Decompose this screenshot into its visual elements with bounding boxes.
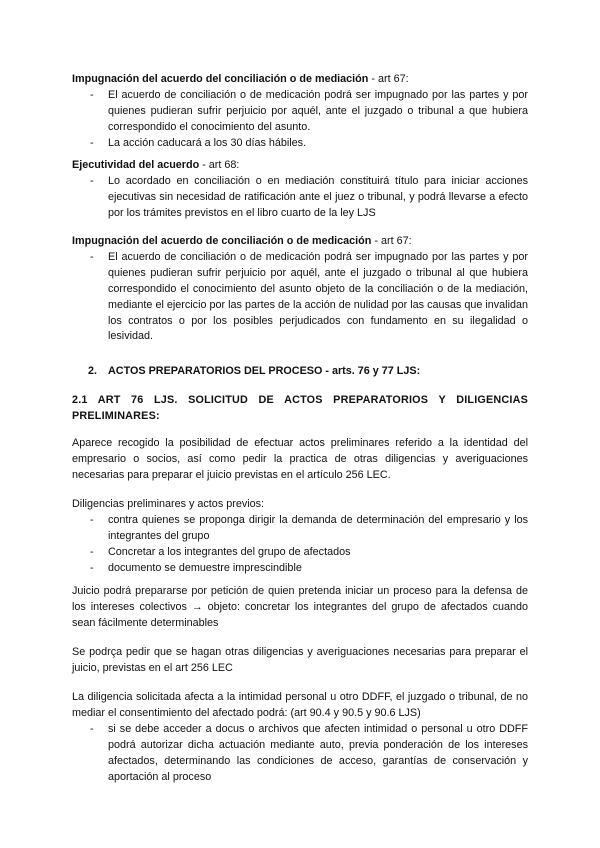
- list-item: - El acuerdo de conciliación o de medicación podrá ser impugnado por las partes y por quienes pudieran sufrir perjuicio por aquél, ante el juzgado o tribunal al que hubiera correspondido el conocimiento del asunto objeto de la conciliación o de la mediación, mediante el ejercicio por las partes de la acción de nulidad por las causas que invalidan los contratos o por los posibles perjudicados con fundamento en su ilegalidad o lesividad.: [72, 250, 528, 345]
- bullet-list: [72, 722, 528, 786]
- intimidad-block: [72, 690, 528, 785]
- heading-text: ACTOS PREPARATORIOS DEL PROCESO - arts. 76 y 77 LJS:: [108, 365, 421, 377]
- list-item: - El acuerdo de conciliación o de medicación podrá ser impugnado por las partes y por quienes pudieran sufrir perjuicio por aquél, ante el juzgado o tribunal a que hubiera correspondido el conocimiento del asunto.: [72, 88, 528, 136]
- heading-art-76: 2.1 ART 76 LJS. SOLICITUD DE ACTOS PREPARATORIOS Y DILIGENCIAS PRELIMINARES:: [72, 394, 528, 422]
- diligencias-block: [72, 497, 528, 577]
- list-item: - Concretar a los integrantes del grupo de afectados: [72, 545, 528, 561]
- section-title: Impugnación del acuerdo de conciliación o de medicación: [72, 235, 372, 247]
- heading-actos-preparatorios: [72, 364, 528, 380]
- paragraph-otras-diligencias: Se podrça pedir que se hagan otras diligencias y averiguaciones necesarias para preparar el juicio, previstas en el art 256 LEC: [72, 646, 528, 674]
- list-item: - documento se demuestre imprescindible: [72, 561, 528, 577]
- section-ref: - art 67:: [371, 235, 412, 247]
- section-impugnacion-2: [72, 234, 528, 345]
- section-heading: [72, 72, 528, 88]
- list-item: - La acción caducará a los 30 días hábiles.: [72, 136, 528, 152]
- section-title: Impugnación del acuerdo del conciliación o de mediación: [72, 73, 369, 85]
- section-ejecutividad: [72, 158, 528, 222]
- section-heading: [72, 234, 528, 250]
- list-item: - si se debe acceder a docus o archivos que afecten intimidad o personal u otro DDFF podrá autorizar dicha actuación mediante auto, previa ponderación de los intereses afectados, determinando las condiciones de acceso, garantías de conservación y aportación al proceso: [72, 722, 528, 786]
- section-heading: [72, 158, 528, 174]
- list-item: - contra quienes se proponga dirigir la demanda de determinación del empresario y los integrantes del grupo: [72, 513, 528, 545]
- paragraph-juicio: Juicio podrá prepararse por petición de quien pretenda iniciar un proceso para la defensa de los intereses colectivos → objeto: concretar los integrantes del grupo de afectados cuando sean fácilmente determinables: [72, 585, 528, 629]
- section-ref: - art 67:: [368, 73, 409, 85]
- diligencias-intro: Diligencias preliminares y actos previos:: [72, 498, 265, 510]
- section-impugnacion-1: [72, 72, 528, 152]
- bullet-list: [72, 513, 528, 577]
- intimidad-intro: La diligencia solicitada afecta a la intimidad personal u otro DDFF, el juzgado o tribunal, de no mediar el consentimiento del afectado podrá: (art 90.4 y 90.5 y 90.6 LJS): [72, 691, 528, 719]
- section-ref: - art 68:: [199, 159, 240, 171]
- bullet-list: [72, 174, 528, 222]
- bullet-list: [72, 88, 528, 152]
- section-title: Ejecutividad del acuerdo: [72, 159, 200, 171]
- bullet-list: [72, 250, 528, 345]
- heading-number: 2.: [88, 365, 98, 377]
- paragraph-actos-preliminares: Aparece recogido la posibilidad de efectuar actos preliminares referido a la identidad del empresario o socios, así como pedir la practica de otras diligencias y averiguaciones necesarias para preparar el juicio previstas en el artículo 256 LEC.: [72, 437, 528, 481]
- list-item: - Lo acordado en conciliación o en mediación constituirá título para iniciar acciones ejecutivas sin necesidad de ratificación ante el juez o tribunal, y podrá llevarse a efecto por los trámites previstos en el libro cuarto de la ley LJS: [72, 174, 528, 222]
